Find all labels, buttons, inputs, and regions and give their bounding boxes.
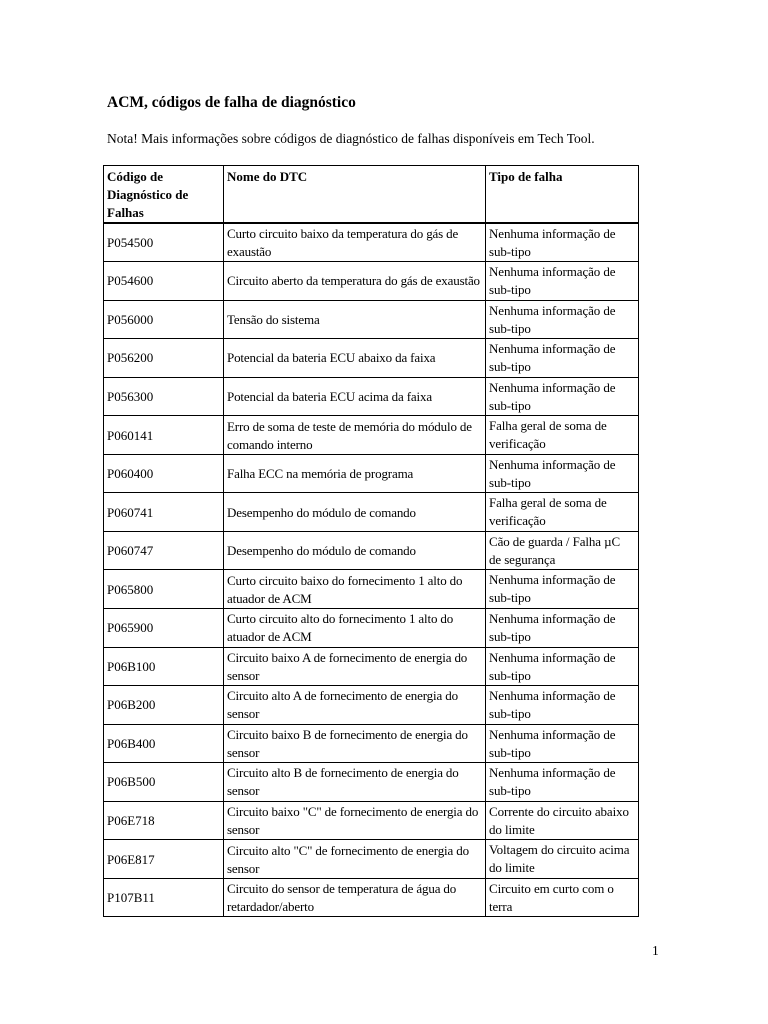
table-row [104,608,639,647]
cell-name: Curto circuito baixo da temperatura do gás de exaustão [224,223,486,262]
cell-type: Nenhuma informação de sub-tipo [486,377,639,416]
dtc-table [103,165,639,917]
table-row [104,724,639,763]
cell-code: P06B400 [104,724,224,763]
table-row [104,570,639,609]
cell-type: Falha geral de soma de verificação [486,493,639,532]
table-row [104,763,639,802]
table-row [104,647,639,686]
cell-code: P06E817 [104,840,224,879]
cell-type: Nenhuma informação de sub-tipo [486,724,639,763]
table-body [104,223,639,917]
table-row [104,531,639,570]
cell-code: P056200 [104,339,224,378]
cell-code: P054500 [104,223,224,262]
cell-type: Falha geral de soma de verificação [486,416,639,455]
cell-code: P06B100 [104,647,224,686]
cell-type: Nenhuma informação de sub-tipo [486,647,639,686]
cell-name: Circuito baixo B de fornecimento de energia do sensor [224,724,486,763]
table-row [104,454,639,493]
cell-type: Corrente do circuito abaixo do limite [486,801,639,840]
cell-name: Circuito alto A de fornecimento de energia do sensor [224,686,486,725]
cell-code: P056000 [104,300,224,339]
table-row [104,801,639,840]
cell-type: Voltagem do circuito acima do limite [486,840,639,879]
cell-type: Nenhuma informação de sub-tipo [486,262,639,301]
table-row [104,262,639,301]
cell-name: Curto circuito alto do fornecimento 1 alto do atuador de ACM [224,608,486,647]
cell-code: P06E718 [104,801,224,840]
cell-code: P060741 [104,493,224,532]
page-number: 1 [652,943,659,958]
table-row [104,300,639,339]
table-row [104,377,639,416]
cell-type: Nenhuma informação de sub-tipo [486,686,639,725]
cell-name: Circuito alto B de fornecimento de energia do sensor [224,763,486,802]
cell-name: Potencial da bateria ECU abaixo da faixa [224,339,486,378]
table-row [104,339,639,378]
cell-type: Nenhuma informação de sub-tipo [486,300,639,339]
cell-type: Nenhuma informação de sub-tipo [486,454,639,493]
cell-type: Nenhuma informação de sub-tipo [486,608,639,647]
table-header-row [104,166,639,224]
cell-name: Circuito aberto da temperatura do gás de exaustão [224,262,486,301]
cell-type: Nenhuma informação de sub-tipo [486,570,639,609]
table-row [104,840,639,879]
cell-name: Circuito do sensor de temperatura de água do retardador/aberto [224,878,486,917]
header-name: Nome do DTC [224,166,486,224]
table-row [104,878,639,917]
cell-code: P060400 [104,454,224,493]
table-row [104,416,639,455]
cell-name: Potencial da bateria ECU acima da faixa [224,377,486,416]
header-type: Tipo de falha [486,166,639,224]
cell-code: P060141 [104,416,224,455]
table-row [104,493,639,532]
cell-code: P056300 [104,377,224,416]
cell-name: Falha ECC na memória de programa [224,454,486,493]
cell-type: Nenhuma informação de sub-tipo [486,223,639,262]
table-row [104,223,639,262]
cell-code: P06B500 [104,763,224,802]
cell-code: P065800 [104,570,224,609]
cell-type: Nenhuma informação de sub-tipo [486,339,639,378]
header-code: Código de Diagnóstico de Falhas [104,166,224,224]
cell-name: Desempenho do módulo de comando [224,493,486,532]
cell-name: Circuito baixo "C" de fornecimento de energia do sensor [224,801,486,840]
cell-code: P06B200 [104,686,224,725]
cell-type: Cão de guarda / Falha µC de segurança [486,531,639,570]
cell-name: Circuito alto "C" de fornecimento de energia do sensor [224,840,486,879]
cell-name: Erro de soma de teste de memória do módulo de comando interno [224,416,486,455]
table-row [104,686,639,725]
cell-name: Desempenho do módulo de comando [224,531,486,570]
cell-type: Circuito em curto com o terra [486,878,639,917]
cell-type: Nenhuma informação de sub-tipo [486,763,639,802]
cell-code: P060747 [104,531,224,570]
page-title: ACM, códigos de falha de diagnóstico [107,94,356,111]
cell-name: Tensão do sistema [224,300,486,339]
cell-code: P107B11 [104,878,224,917]
cell-code: P054600 [104,262,224,301]
cell-name: Circuito baixo A de fornecimento de energia do sensor [224,647,486,686]
note-text: Nota! Mais informações sobre códigos de diagnóstico de falhas disponíveis em Tech Tool. [107,131,595,146]
cell-code: P065900 [104,608,224,647]
cell-name: Curto circuito baixo do fornecimento 1 alto do atuador de ACM [224,570,486,609]
